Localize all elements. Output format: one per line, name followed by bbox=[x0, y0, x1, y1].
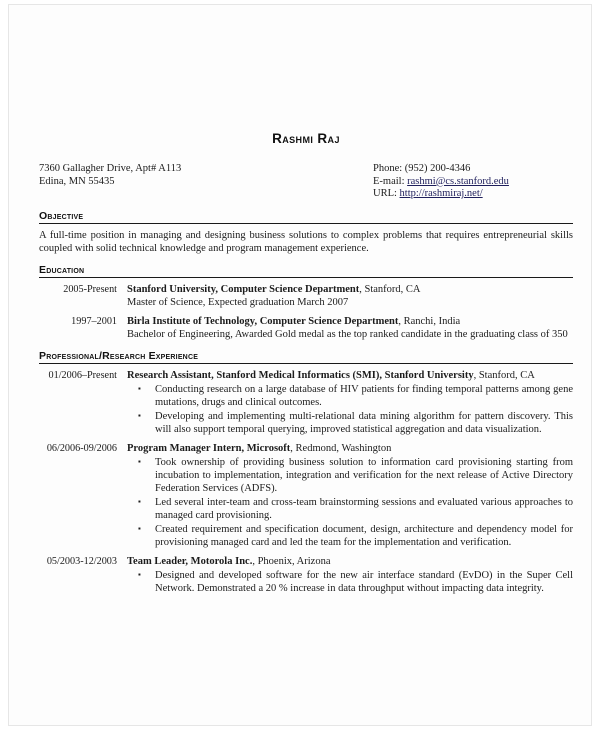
website-link[interactable]: http://rashmiraj.net/ bbox=[399, 188, 483, 200]
experience-entry-date: 01/2006–Present bbox=[48, 369, 117, 381]
section-title-experience: Professional/Research Experience bbox=[39, 350, 573, 364]
url-label: URL: bbox=[373, 188, 397, 200]
section-body-objective bbox=[39, 224, 573, 255]
experience-entry-date: 06/2006-09/2006 bbox=[46, 442, 117, 454]
experience-bullet: ▪ Led several inter-team and cross-team brainstorming sessions and evaluated various approaches to managed card provisioning. bbox=[127, 496, 573, 522]
education-entry bbox=[39, 283, 573, 309]
education-entry bbox=[39, 315, 573, 341]
experience-entry-main bbox=[127, 369, 573, 436]
url-line bbox=[373, 188, 573, 201]
contact-details-block bbox=[373, 163, 573, 201]
experience-entry bbox=[39, 369, 573, 436]
contact-block bbox=[39, 163, 573, 201]
education-entry-date: 2005-Present bbox=[63, 283, 117, 295]
phone-line bbox=[373, 163, 573, 176]
experience-entry-location: , Redmond, Washington bbox=[290, 442, 392, 454]
experience-entry bbox=[39, 442, 573, 549]
education-entry-head bbox=[127, 283, 573, 296]
experience-bullet: ▪ Developing and implementing multi-relational data mining algorithm for pattern discovery. This will also support temporal querying, improved statistical aggregation and data visualization. bbox=[127, 410, 573, 436]
education-entry-location: , Ranchi, India bbox=[398, 315, 461, 327]
section-experience bbox=[39, 350, 573, 595]
email-line bbox=[373, 176, 573, 189]
email-label: E-mail: bbox=[373, 175, 405, 187]
experience-entry-head bbox=[127, 555, 573, 568]
experience-entry-date: 05/2003-12/2003 bbox=[46, 555, 117, 567]
experience-bullet: ▪ Conducting research on a large database of HIV patients for finding temporal patterns among gene mutations, drugs and clinical outcomes. bbox=[127, 383, 573, 409]
experience-bullet-list bbox=[127, 569, 573, 595]
experience-entry-org: Team Leader, Motorola Inc. bbox=[127, 555, 253, 567]
experience-entry-location: , Phoenix, Arizona bbox=[252, 555, 331, 567]
experience-bullet: ▪ Took ownership of providing business solution to information card provisioning starting from incubation to implementation, integration and verification for the next release of Active Directory Federation Services (ADFS). bbox=[127, 456, 573, 495]
experience-bullet-list bbox=[127, 456, 573, 549]
address-line-2: Edina, MN 55435 bbox=[39, 175, 115, 187]
experience-entry-head bbox=[127, 369, 573, 382]
objective-text: A full-time position in managing and designing business solutions to complex problems that requires entrepreneurial skills coupled with solid technical knowledge and program management experience. bbox=[39, 229, 573, 254]
section-body-education bbox=[39, 278, 573, 341]
candidate-name: Rashmi Raj bbox=[272, 131, 340, 146]
education-entry-main bbox=[127, 283, 573, 309]
education-entry-detail: Master of Science, Expected graduation March 2007 bbox=[127, 296, 349, 308]
education-entry-org: Stanford University, Computer Science Department bbox=[127, 283, 360, 295]
experience-bullet: ▪ Designed and developed software for the new air interface standard (EvDO) in the Super Cell Network. Demonstrated a 20 % increase in data throughput without impacting data integrity. bbox=[127, 569, 573, 595]
section-title-objective: Objective bbox=[39, 210, 573, 224]
education-entry-head bbox=[127, 315, 573, 328]
experience-bullet-list bbox=[127, 383, 573, 436]
resume-content bbox=[39, 131, 573, 595]
phone-label: Phone: bbox=[373, 163, 403, 174]
section-education bbox=[39, 264, 573, 341]
experience-bullet: ▪ Created requirement and specification document, design, architecture and dependency model for provisioning managed card and led the team for the implementation and verification. bbox=[127, 523, 573, 549]
experience-entry-head bbox=[127, 442, 573, 455]
email-link[interactable]: rashmi@cs.stanford.edu bbox=[407, 175, 509, 187]
experience-entry-location: , Stanford, CA bbox=[473, 369, 535, 381]
education-entry-org: Birla Institute of Technology, Computer Science Department bbox=[127, 315, 399, 327]
address-block bbox=[39, 163, 339, 188]
section-objective bbox=[39, 210, 573, 255]
education-entry-location: , Stanford, CA bbox=[359, 283, 421, 295]
section-title-education: Education bbox=[39, 264, 573, 278]
address-line-1: 7360 Gallagher Drive, Apt# A113 bbox=[39, 163, 182, 174]
experience-entry-org: Research Assistant, Stanford Medical Informatics (SMI), Stanford University bbox=[127, 369, 474, 381]
experience-entry-main bbox=[127, 442, 573, 549]
resume-page bbox=[8, 4, 592, 726]
section-body-experience bbox=[39, 364, 573, 595]
education-entry-main bbox=[127, 315, 573, 341]
experience-entry bbox=[39, 555, 573, 595]
experience-entry-main bbox=[127, 555, 573, 595]
experience-entry-org: Program Manager Intern, Microsoft bbox=[127, 442, 291, 454]
phone-value: (952) 200-4346 bbox=[404, 163, 471, 174]
education-entry-detail: Bachelor of Engineering, Awarded Gold medal as the top ranked candidate in the graduating class of 350 bbox=[127, 328, 568, 340]
education-entry-date: 1997–2001 bbox=[71, 315, 117, 327]
